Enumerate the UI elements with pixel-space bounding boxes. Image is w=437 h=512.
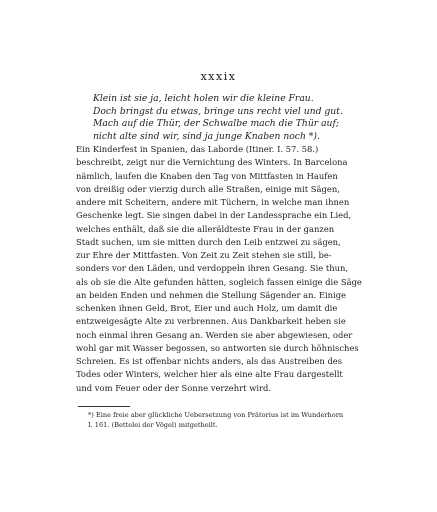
verse-line: Klein ist sie ja, leicht holen wir die kleine Frau. xyxy=(93,93,314,104)
prose-line: noch einmal ihren Gesang an. Werden sie aber abgewiesen, oder xyxy=(76,329,353,340)
page-number: xxxix xyxy=(200,70,237,83)
prose-line: andere mit Scheitern, andere mit Tüchern, in welche man ihnen xyxy=(76,197,350,207)
footnote xyxy=(88,410,370,430)
prose-line: zur Ehre der Mittfasten. Von Zeit zu Zeit stehen sie still, be- xyxy=(76,250,332,260)
verse-line: Mach auf die Thür, der Schwalbe mach die Thür auf; xyxy=(93,118,339,130)
prose-line: sonders vor den Läden, und verdoppeln ihren Gesang. Sie thun, xyxy=(76,263,349,274)
prose-line: von dreißig oder vierzig durch alle Straßen, einige mit Sägen, xyxy=(76,183,340,194)
verse-block xyxy=(93,93,343,143)
prose-line: und vom Feuer oder der Sonne verzehrt wird. xyxy=(76,382,272,393)
footnote-line: *) Eine freie aber glückliche Uebersetzung von Prätorius ist im Wunderhorn xyxy=(88,411,344,419)
prose-line: welches enthält, daß sie die alleräldteste Frau in der ganzen xyxy=(76,223,335,234)
prose-line: als ob sie die Alte gefunden hätten, sogleich fassen einige die Säge xyxy=(76,276,362,287)
prose-line: entzweigesägte Alte zu verbrennen. Aus Dankbarkeit heben sie xyxy=(76,316,346,327)
prose-line: Ein Kinderfest in Spanien, das Laborde (Itiner. I. 57. 58.) xyxy=(76,144,319,154)
prose-line: Schreien. Es ist offenbar nichts anders, als das Austreiben des xyxy=(76,356,343,366)
verse-line: nicht alte sind wir, sind ja junge Knaben noch *). xyxy=(93,130,320,142)
prose-line: nämlich, laufen die Knaben den Tag von Mittfasten in Haufen xyxy=(76,170,338,181)
prose-line: Geschenke legt. Sie singen dabei in der Landessprache ein Lied, xyxy=(76,210,352,221)
prose-line: beschreibt, zeigt nur die Vernichtung des Winters. In Barcelona xyxy=(76,157,348,168)
prose-paragraph xyxy=(76,143,366,395)
footnote-rule xyxy=(78,406,130,407)
prose-line: Stadt suchen, um sie mitten durch den Leib entzwei zu sägen, xyxy=(76,236,341,247)
prose-line: an beiden Enden und nehmen die Stellung Sägender an. Einige xyxy=(76,289,347,300)
prose-line: schenken ihnen Geld, Brot, Eier und auch Holz, um damit die xyxy=(76,303,338,313)
verse-line: Doch bringst du etwas, bringe uns recht viel und gut. xyxy=(93,105,343,117)
footnote-line: I. 161. (Bettelei der Vögel) mitgetheilt. xyxy=(88,421,218,429)
prose-line: Todes oder Winters, welcher hier als eine alte Frau dargestellt xyxy=(76,369,343,380)
prose-line: wohl gar mit Wasser begossen, so antworten sie durch höhnisches xyxy=(76,342,359,353)
